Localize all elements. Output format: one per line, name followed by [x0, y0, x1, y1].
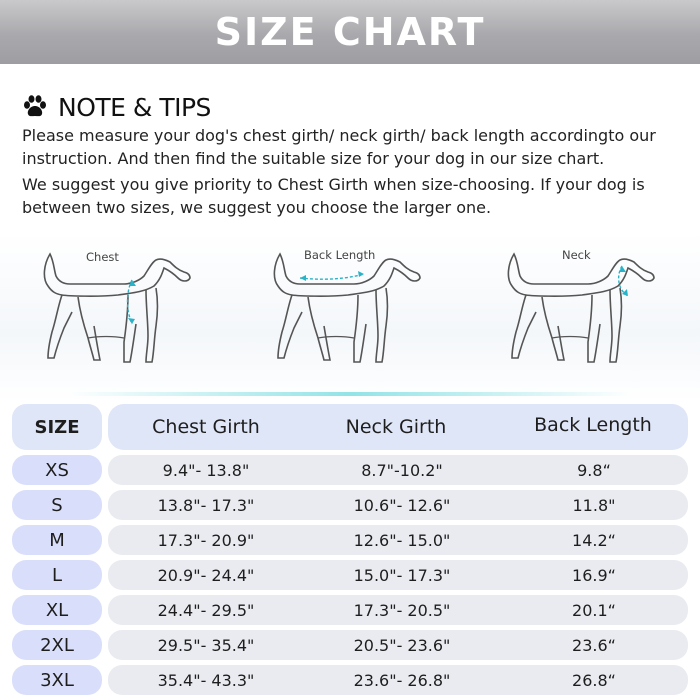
size-label-cell: S — [12, 490, 102, 520]
dog-chest-illustration — [28, 240, 208, 385]
size-label-cell: 3XL — [12, 665, 102, 695]
size-label-cell: XL — [12, 595, 102, 625]
dog-neck-illustration — [492, 240, 672, 385]
neck-girth-cell: 12.6"- 15.0" — [353, 530, 451, 550]
size-label-cell: XS — [12, 455, 102, 485]
neck-girth-cell: 10.6"- 12.6" — [353, 495, 451, 515]
note-header — [22, 90, 211, 124]
neck-girth-cell: 20.5"- 23.6" — [353, 635, 451, 655]
header-neck-girth: Neck Girth — [345, 416, 447, 438]
back-length-cell: 23.6“ — [572, 635, 616, 655]
note-title: NOTE & TIPS — [58, 92, 211, 122]
back-length-label: Back Length — [304, 248, 376, 262]
neck-label: Neck — [562, 248, 591, 262]
size-chart-banner — [0, 0, 700, 64]
neck-girth-cell: 23.6"- 26.8" — [353, 670, 451, 690]
header-back-length: Back Length — [534, 414, 652, 436]
back-length-cell: 11.8" — [572, 495, 616, 515]
chest-girth-cell: 9.4"- 13.8" — [162, 460, 250, 480]
back-length-cell: 16.9“ — [572, 565, 616, 585]
size-label-cell: L — [12, 560, 102, 590]
neck-girth-cell: 15.0"- 17.3" — [353, 565, 451, 585]
back-length-cell: 9.8“ — [577, 460, 611, 480]
chest-girth-cell: 17.3"- 20.9" — [157, 530, 255, 550]
chest-girth-cell: 13.8"- 17.3" — [157, 495, 255, 515]
header-size: SIZE — [12, 404, 102, 450]
chest-girth-cell: 24.4"- 29.5" — [157, 600, 255, 620]
neck-girth-cell: 17.3"- 20.5" — [353, 600, 451, 620]
divider-glow — [70, 392, 630, 396]
back-length-cell: 14.2“ — [572, 530, 616, 550]
back-length-cell: 26.8“ — [572, 670, 616, 690]
banner-title: SIZE CHART — [214, 10, 486, 54]
instruction-text: Please measure your dog's chest girth/ neck girth/ back length accordingto our instruction. And then find the suitable size for your dog in our size chart. — [22, 126, 656, 168]
suggestion-text: We suggest you give priority to Chest Girth when size-choosing. If your dog is between two sizes, we suggest you choose the larger one. — [22, 175, 645, 217]
paw-icon — [22, 94, 48, 120]
neck-girth-cell: 8.7"-10.2" — [361, 460, 443, 480]
size-label-cell: 2XL — [12, 630, 102, 660]
back-length-cell: 20.1“ — [572, 600, 616, 620]
header-chest-girth: Chest Girth — [152, 416, 260, 438]
chest-label: Chest — [86, 250, 119, 264]
dog-back-illustration — [258, 240, 438, 385]
chest-girth-cell: 20.9"- 24.4" — [157, 565, 255, 585]
chest-girth-cell: 35.4"- 43.3" — [157, 670, 255, 690]
chest-girth-cell: 29.5"- 35.4" — [157, 635, 255, 655]
size-label-cell: M — [12, 525, 102, 555]
size-table — [12, 404, 688, 696]
